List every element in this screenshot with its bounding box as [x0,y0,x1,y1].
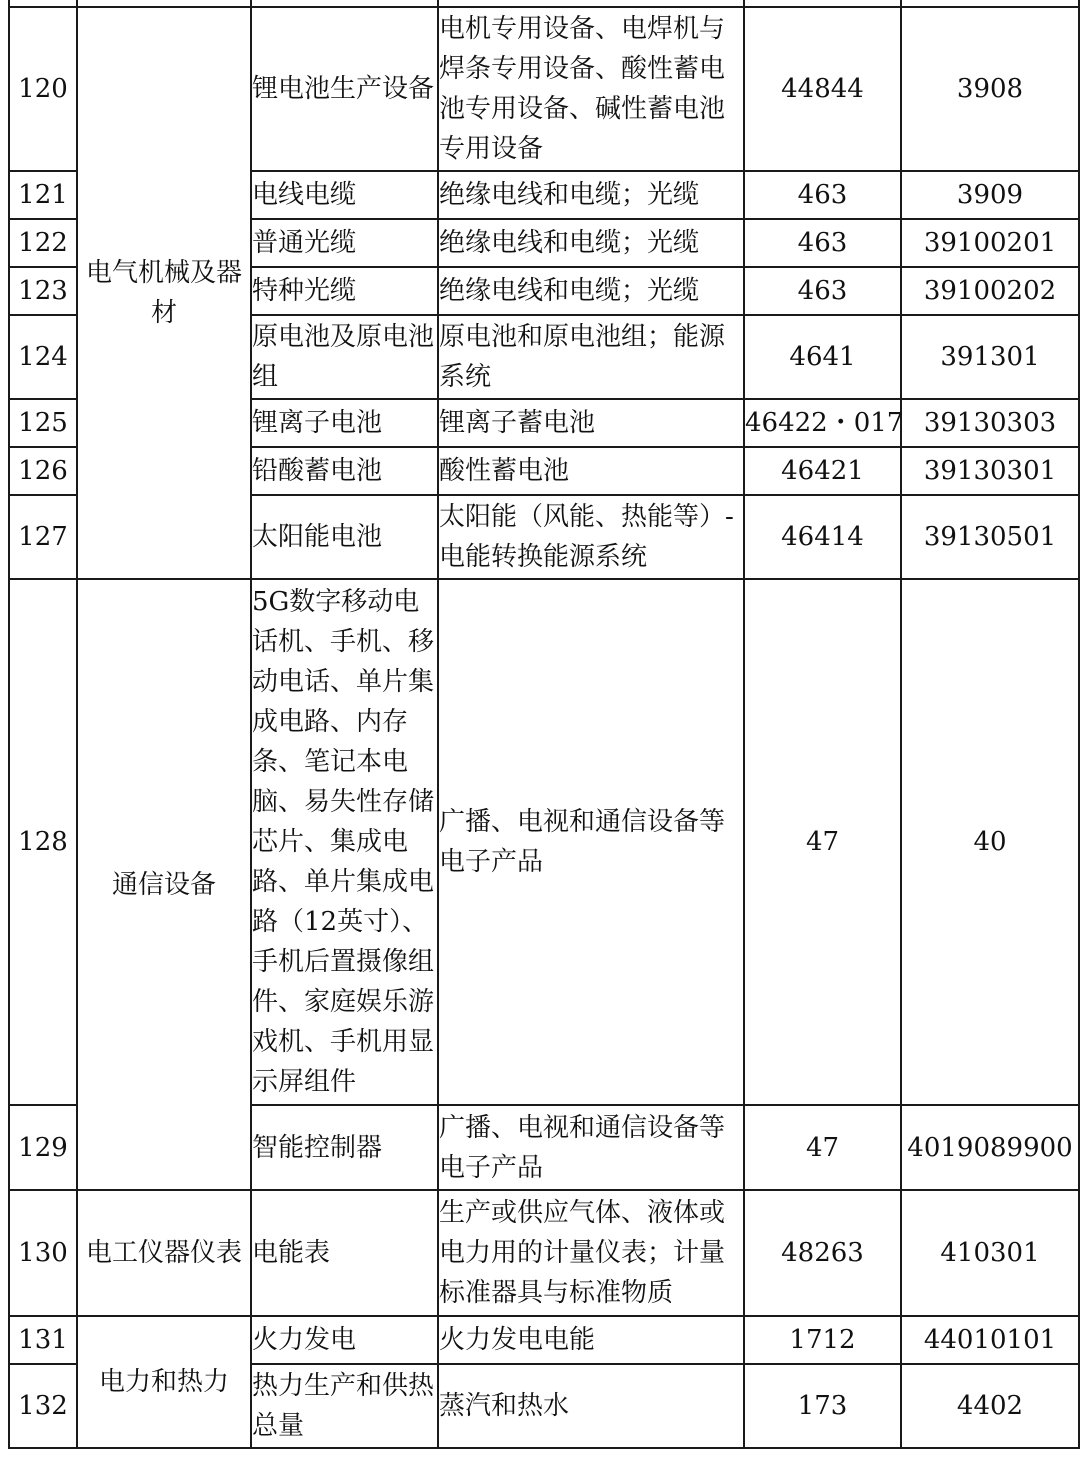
product-description: 酸性蓄电池 [438,447,744,495]
row-number: 125 [9,399,77,447]
cell-spacer [744,0,901,7]
statistics-code: 4019089900 [901,1105,1079,1190]
product-name: 电线电缆 [251,171,438,219]
row-number: 127 [9,495,77,579]
statistics-code: 410301 [901,1190,1079,1316]
product-name: 特种光缆 [251,267,438,315]
product-description: 锂离子蓄电池 [438,399,744,447]
product-code: 4641 [744,315,901,399]
product-name: 锂离子电池 [251,399,438,447]
category-cell: 电工仪器仪表 [77,1190,251,1316]
statistics-code: 40 [901,579,1079,1105]
table-row [9,1190,1079,1316]
statistics-code: 391301 [901,315,1079,399]
product-code: 47 [744,579,901,1105]
cell-spacer [251,0,438,7]
product-code: 463 [744,219,901,267]
product-code: 46421 [744,447,901,495]
cell-spacer [77,0,251,7]
cell-spacer [438,0,744,7]
product-code: 46422・017 [744,399,901,447]
statistics-code: 44010101 [901,1316,1079,1364]
table-row-top [9,0,1079,7]
product-code: 46414 [744,495,901,579]
product-description: 太阳能（风能、热能等）-电能转换能源系统 [438,495,744,579]
statistics-code: 39130303 [901,399,1079,447]
table-row [9,1316,1079,1364]
product-name: 电能表 [251,1190,438,1316]
product-code-table [8,0,1080,1449]
statistics-code: 4402 [901,1364,1079,1448]
statistics-code: 3909 [901,171,1079,219]
product-description: 广播、电视和通信设备等电子产品 [438,579,744,1105]
product-name: 智能控制器 [251,1105,438,1190]
product-name: 5G数字移动电话机、手机、移动电话、单片集成电路、内存条、笔记本电脑、易失性存储芯片、集成电路、单片集成电路（12英寸）、手机后置摄像组件、家庭娱乐游戏机、手机用显示屏组件 [251,579,438,1105]
category-cell: 通信设备 [77,579,251,1190]
product-name: 太阳能电池 [251,495,438,579]
product-description: 蒸汽和热水 [438,1364,744,1448]
cell-spacer [901,0,1079,7]
product-name: 锂电池生产设备 [251,7,438,171]
product-name: 热力生产和供热总量 [251,1364,438,1448]
product-code: 47 [744,1105,901,1190]
product-description: 生产或供应气体、液体或电力用的计量仪表；计量标准器具与标准物质 [438,1190,744,1316]
row-number: 123 [9,267,77,315]
product-name: 普通光缆 [251,219,438,267]
product-description: 广播、电视和通信设备等电子产品 [438,1105,744,1190]
row-number: 121 [9,171,77,219]
product-code: 463 [744,267,901,315]
product-name: 火力发电 [251,1316,438,1364]
product-name: 原电池及原电池组 [251,315,438,399]
category-cell: 电气机械及器材 [77,7,251,579]
product-description: 绝缘电线和电缆；光缆 [438,267,744,315]
table-row [9,7,1079,171]
row-number: 122 [9,219,77,267]
row-number: 131 [9,1316,77,1364]
row-number: 129 [9,1105,77,1190]
product-description: 电机专用设备、电焊机与焊条专用设备、酸性蓄电池专用设备、碱性蓄电池专用设备 [438,7,744,171]
statistics-code: 3908 [901,7,1079,171]
statistics-code: 39130301 [901,447,1079,495]
product-code: 463 [744,171,901,219]
product-code: 44844 [744,7,901,171]
row-number: 130 [9,1190,77,1316]
product-description: 绝缘电线和电缆；光缆 [438,219,744,267]
row-number: 120 [9,7,77,171]
row-number: 124 [9,315,77,399]
statistics-code: 39100201 [901,219,1079,267]
product-code: 1712 [744,1316,901,1364]
cell-spacer [9,0,77,7]
product-description: 绝缘电线和电缆；光缆 [438,171,744,219]
statistics-code: 39130501 [901,495,1079,579]
category-cell: 电力和热力 [77,1316,251,1448]
row-number: 128 [9,579,77,1105]
product-name: 铅酸蓄电池 [251,447,438,495]
product-description: 火力发电电能 [438,1316,744,1364]
table-row [9,579,1079,1105]
product-code: 173 [744,1364,901,1448]
product-code: 48263 [744,1190,901,1316]
statistics-code: 39100202 [901,267,1079,315]
product-description: 原电池和原电池组；能源系统 [438,315,744,399]
row-number: 126 [9,447,77,495]
row-number: 132 [9,1364,77,1448]
